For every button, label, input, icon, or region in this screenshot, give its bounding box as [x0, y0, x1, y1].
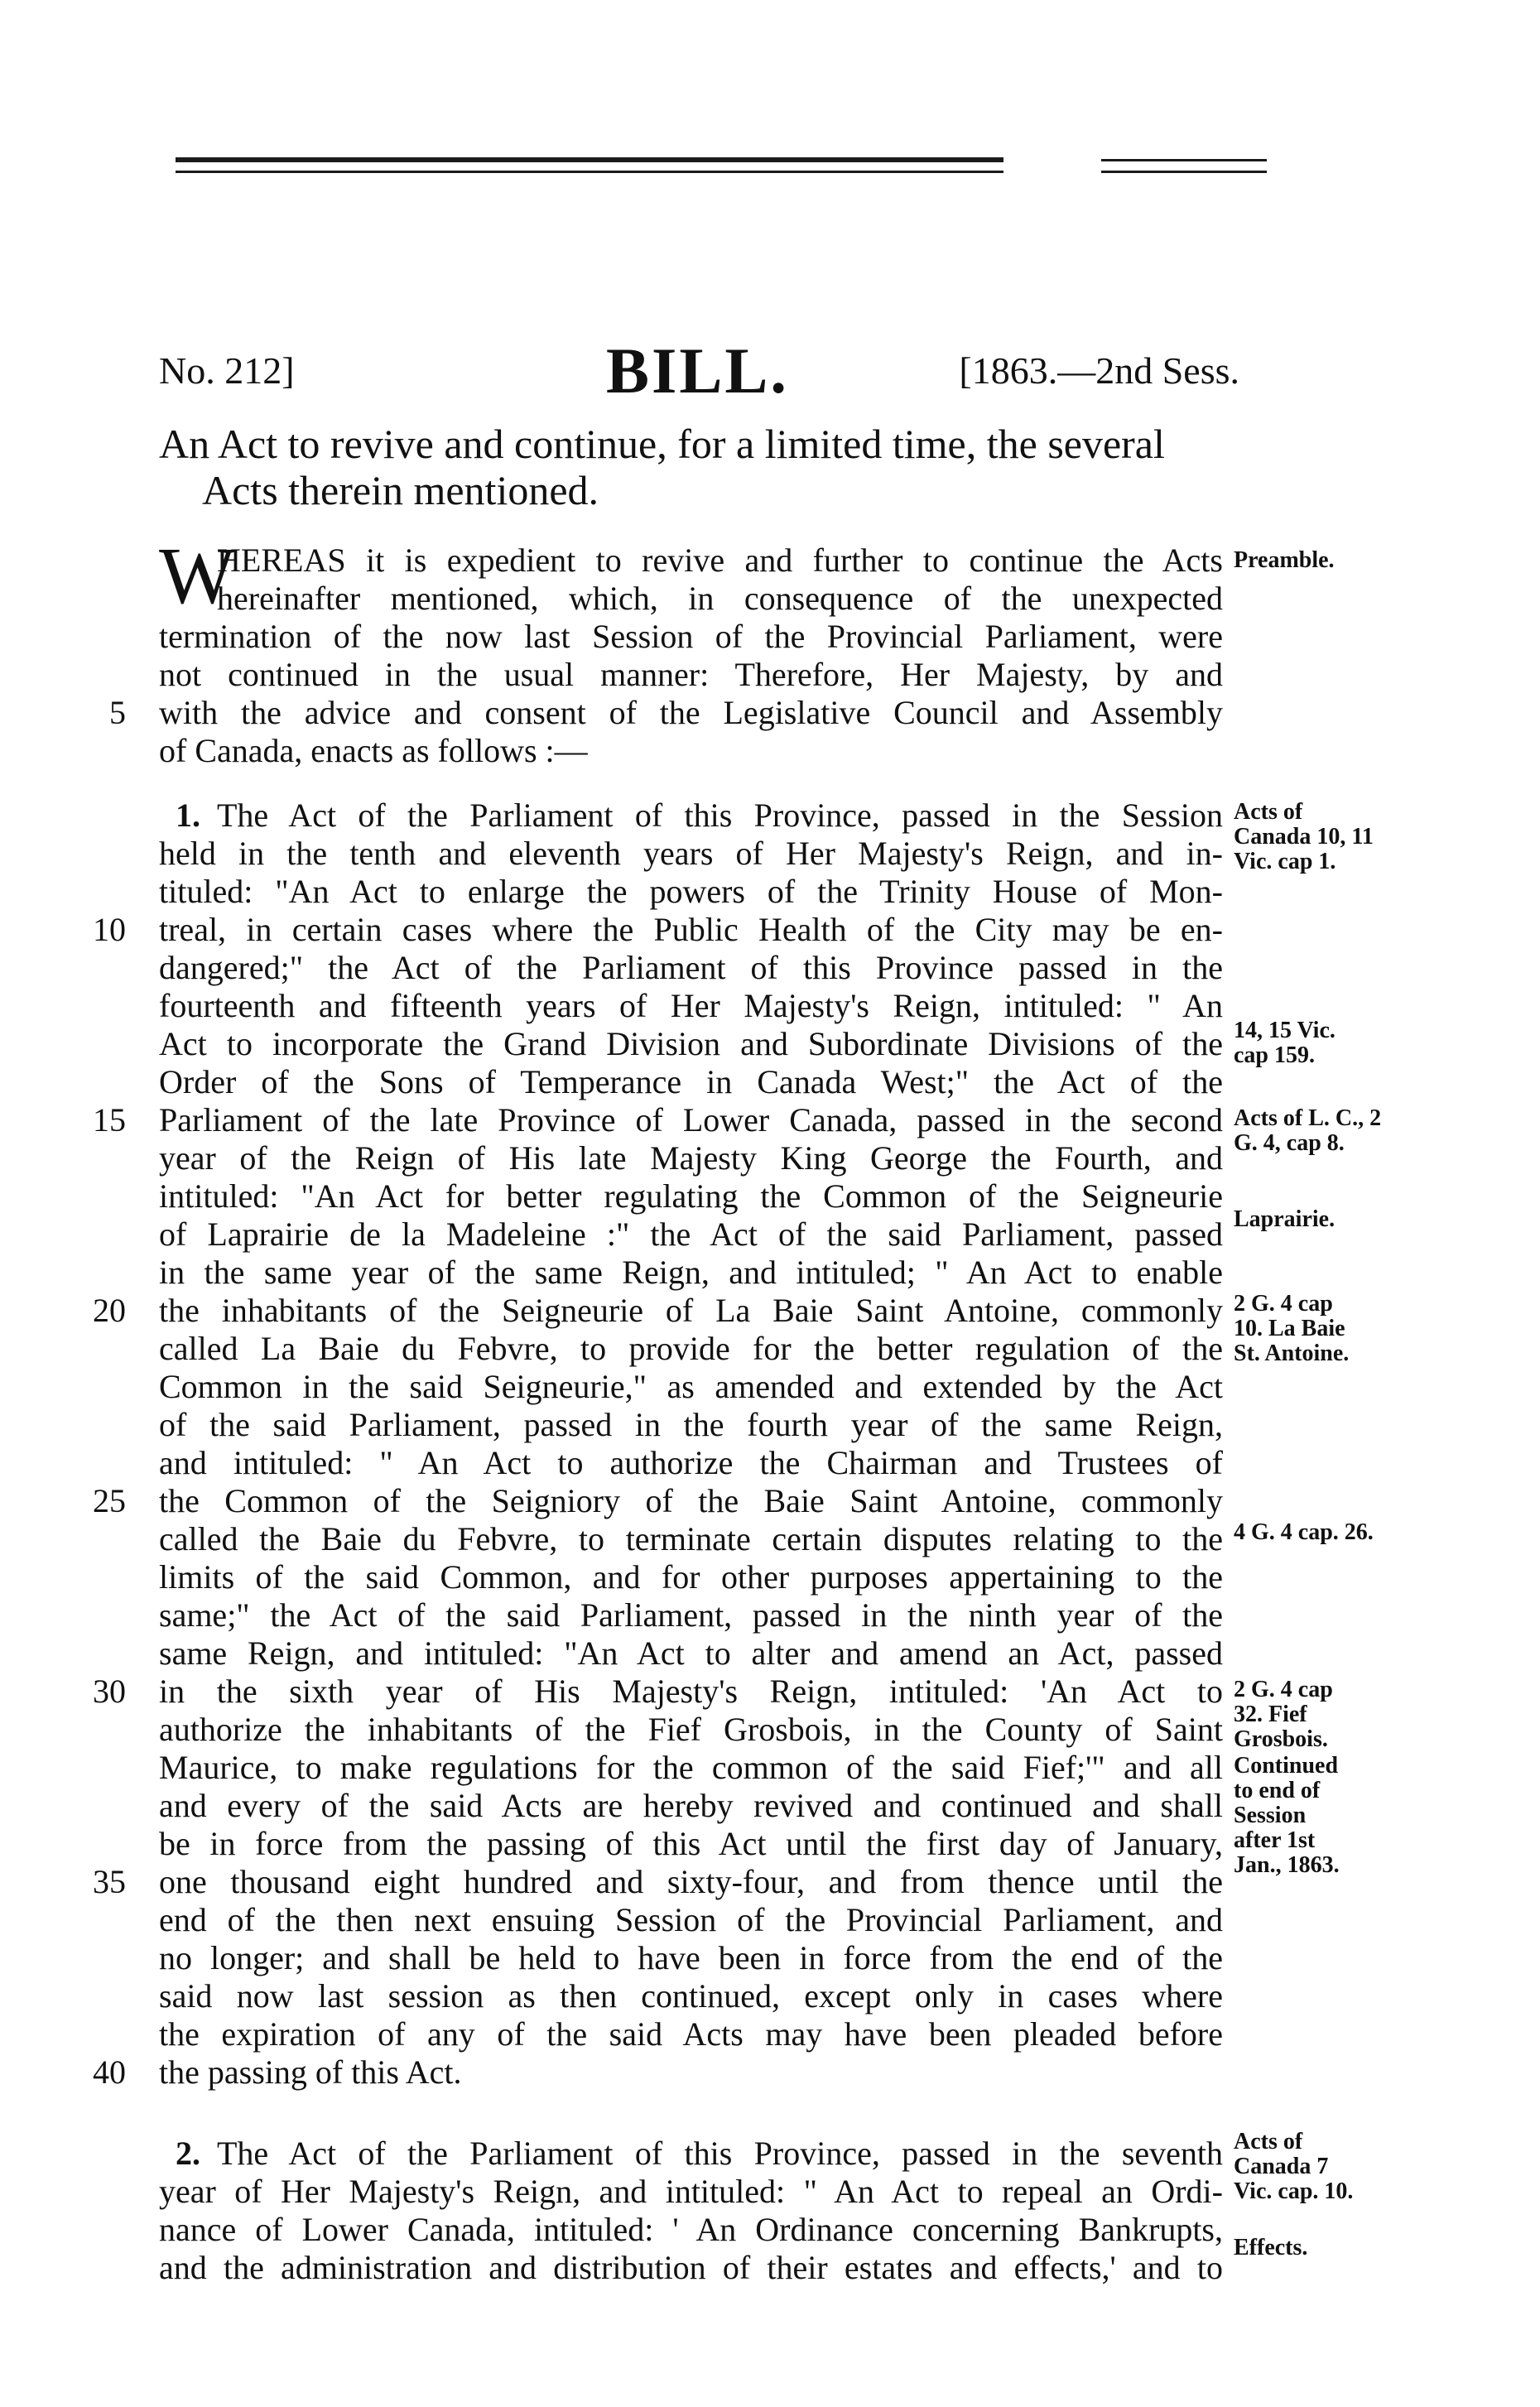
line-number: 35 — [93, 1863, 126, 1900]
sidenote-acts-canada-7-vic: Acts of Canada 7 Vic. cap. 10. — [1234, 2129, 1354, 2204]
top-rule-double-right-b — [1101, 171, 1267, 173]
section-1-line: same;" the Act of the said Parliament, passed in the ninth year of the — [159, 1596, 1223, 1634]
section-1-line: Order of the Sons of Temperance in Canada West;" the Act of the — [159, 1063, 1223, 1100]
section-1-line: authorize the inhabitants of the Fief Grosbois, in the County of Saint — [159, 1711, 1223, 1748]
section-1-line: of the said Parliament, passed in the fourth year of the same Reign, — [159, 1406, 1223, 1443]
section-2-line: nance of Lower Canada, intituled: ' An Ordinance concerning Bankrupts, — [159, 2211, 1223, 2248]
section-1-line: no longer; and shall be held to have been in force from the end of the — [159, 1939, 1223, 1976]
act-title — [159, 421, 1239, 513]
top-rule-double-left-b — [176, 171, 1003, 173]
preamble-line: termination of the now last Session of the Provincial Parliament, were — [159, 618, 1223, 655]
section-1-line: dangered;" the Act of the Parliament of this Province passed in the — [159, 949, 1223, 986]
sidenote-la-baie-st-antoine: 2 G. 4 cap 10. La Baie St. Antoine. — [1234, 1291, 1350, 1366]
section-1-line: Parliament of the late Province of Lower Canada, passed in the second — [159, 1101, 1223, 1139]
sidenote-fief-grosbois: 2 G. 4 cap 32. Fief Grosbois. — [1234, 1677, 1333, 1752]
section-2-number: 2. — [176, 2135, 200, 2172]
preamble-line: of Canada, enacts as follows :— — [159, 732, 588, 769]
sidenote-acts-canada: Acts of Canada 10, 11 Vic. cap 1. — [1234, 799, 1374, 874]
drop-cap: W — [159, 532, 236, 621]
section-2-line: and the administration and distribution of their estates and effects,' and to — [159, 2249, 1223, 2286]
sidenote-preamble: Preamble. — [1234, 547, 1335, 573]
sidenote-effects: Effects. — [1234, 2235, 1308, 2260]
section-1-line: be in force from the passing of this Act until the first day of January, — [159, 1825, 1223, 1862]
preamble-line: HEREAS it is expedient to revive and further to continue the Acts — [217, 542, 1223, 579]
section-1-line: Common in the said Seigneurie," as amended and extended by the Act — [159, 1368, 1223, 1405]
top-rule-double-left-a — [176, 157, 1003, 162]
bill-title: BILL. — [606, 335, 789, 407]
section-1-line: one thousand eight hundred and sixty-four, and from thence until the — [159, 1863, 1223, 1900]
preamble-line: not continued in the usual manner: Therefore, Her Majesty, by and — [159, 656, 1223, 693]
section-1-line: in the sixth year of His Majesty's Reign, intituled: 'An Act to — [159, 1673, 1223, 1710]
line-number: 25 — [93, 1482, 126, 1519]
sidenote-continued: Continued to end of Session after 1st Jan., 1863. — [1234, 1753, 1340, 1878]
line-number: 40 — [93, 2053, 126, 2091]
section-1-line: Maurice, to make regulations for the common of the said Fief;'" and all — [159, 1749, 1223, 1786]
section-1-line: limits of the said Common, and for other purposes appertaining to the — [159, 1558, 1223, 1596]
section-1-line: the Common of the Seigniory of the Baie Saint Antoine, commonly — [159, 1482, 1223, 1519]
section-1-line: and intituled: " An Act to authorize the Chairman and Trustees of — [159, 1444, 1223, 1481]
sidenote-4-g-4: 4 G. 4 cap. 26. — [1234, 1519, 1374, 1545]
sidenote-laprairie: Laprairie. — [1234, 1206, 1335, 1232]
section-1-line: of Laprairie de la Madeleine :" the Act of the said Parliament, passed — [159, 1216, 1223, 1253]
section-1-number: 1. — [176, 797, 200, 834]
section-1-line: the passing of this Act. — [159, 2053, 462, 2091]
section-1-line: the expiration of any of the said Acts may have been pleaded before — [159, 2015, 1223, 2053]
preamble-line: with the advice and consent of the Legislative Council and Assembly — [159, 694, 1223, 731]
section-1-line: The Act of the Parliament of this Province, passed in the Session — [217, 797, 1223, 834]
section-2-line: year of Her Majesty's Reign, and intituled: " An Act to repeal an Ordi- — [159, 2173, 1223, 2210]
bill-number: No. 212] — [159, 349, 295, 392]
section-1-line: same Reign, and intituled: "An Act to alter and amend an Act, passed — [159, 1634, 1223, 1672]
sidenote-acts-lower-canada: Acts of L. C., 2 G. 4, cap 8. — [1234, 1105, 1382, 1156]
session-label: [1863.—2nd Sess. — [959, 349, 1239, 392]
line-number: 20 — [93, 1292, 126, 1329]
section-1-line: treal, in certain cases where the Public Health of the City may be en- — [159, 911, 1223, 948]
sidenote-14-15-vic: 14, 15 Vic. cap 159. — [1234, 1018, 1335, 1068]
section-1-line: called La Baie du Febvre, to provide for the better regulation of the — [159, 1330, 1223, 1367]
section-1-line: in the same year of the same Reign, and intituled; " An Act to enable — [159, 1254, 1223, 1291]
line-number: 15 — [93, 1101, 126, 1139]
line-number: 10 — [93, 911, 126, 948]
section-1-line: tituled: "An Act to enlarge the powers of the Trinity House of Mon- — [159, 873, 1223, 910]
section-1-line: year of the Reign of His late Majesty King George the Fourth, and — [159, 1139, 1223, 1177]
top-rule-double-right-a — [1101, 159, 1267, 161]
section-1-line: the inhabitants of the Seigneurie of La Baie Saint Antoine, commonly — [159, 1292, 1223, 1329]
section-1-line: called the Baie du Febvre, to terminate certain disputes relating to the — [159, 1520, 1223, 1557]
section-1-line: Act to incorporate the Grand Division and Subordinate Divisions of the — [159, 1025, 1223, 1062]
preamble-line: hereinafter mentioned, which, in consequence of the unexpected — [217, 580, 1223, 617]
section-1-line: held in the tenth and eleventh years of Her Majesty's Reign, and in- — [159, 835, 1223, 872]
act-title-line-2: Acts therein mentioned. — [202, 467, 599, 513]
section-1-line: end of the then next ensuing Session of the Provincial Parliament, and — [159, 1901, 1223, 1938]
section-1-line: and every of the said Acts are hereby revived and continued and shall — [159, 1787, 1223, 1824]
bill-header — [159, 335, 1239, 407]
section-1-line: intituled: "An Act for better regulating the Common of the Seigneurie — [159, 1177, 1223, 1215]
section-2-line: The Act of the Parliament of this Province, passed in the seventh — [217, 2135, 1223, 2172]
act-title-line-1: An Act to revive and continue, for a limited time, the several — [159, 421, 1165, 467]
section-1-line: said now last session as then continued, except only in cases where — [159, 1977, 1223, 2015]
line-number: 30 — [93, 1673, 126, 1710]
line-number: 5 — [109, 694, 126, 731]
section-1-line: fourteenth and fifteenth years of Her Majesty's Reign, intituled: " An — [159, 987, 1223, 1024]
